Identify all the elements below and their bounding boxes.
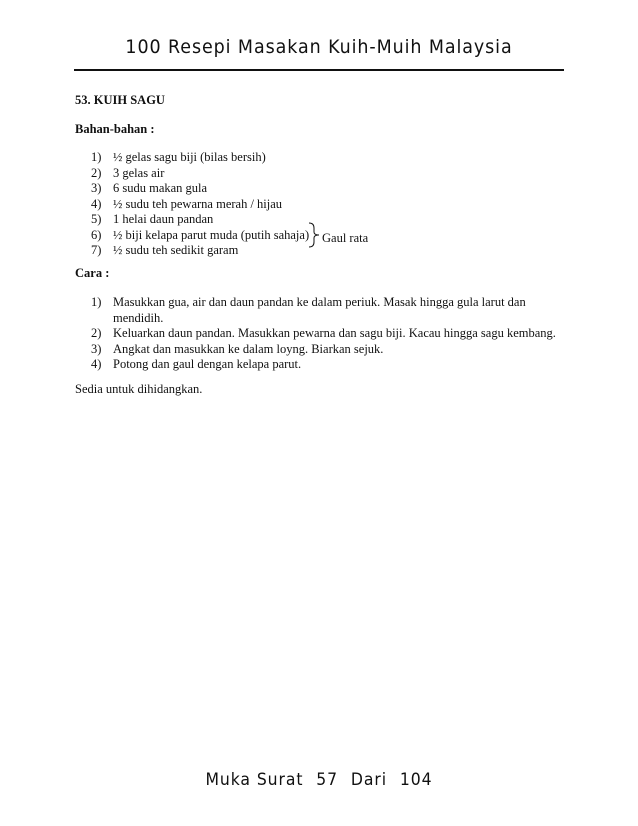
item-number: 6): [91, 227, 102, 242]
footer-label: Muka Surat: [205, 770, 304, 790]
brace-note: Gaul rata: [322, 231, 369, 245]
list-item: [75, 212, 309, 228]
item-text: ½ biji kelapa parut muda (putih sahaja): [113, 227, 310, 242]
step-text: Angkat dan masukkan ke dalam loyng. Biarkan sejuk.: [113, 341, 384, 356]
item-text: 1 helai daun pandan: [113, 212, 214, 226]
list-item: [75, 197, 309, 213]
footer-page-number: 57: [316, 770, 339, 790]
ingredients-heading: Bahan-bahan :: [75, 122, 155, 136]
recipe-title: 53. KUIH SAGU: [75, 93, 165, 107]
list-item: [75, 295, 565, 326]
step-number: 2): [91, 326, 102, 340]
step-text: Keluarkan daun pandan. Masukkan pewarna dan sagu biji. Kacau hingga sagu kembang.: [113, 326, 556, 340]
page-header-title: 100 Resepi Masakan Kuih-Muih Malaysia: [125, 36, 513, 58]
item-text: ½ sudu teh pewarna merah / hijau: [113, 196, 283, 211]
footer-of: Dari: [350, 770, 388, 790]
item-number: 7): [91, 243, 102, 257]
list-item: [75, 166, 309, 182]
list-item: [75, 150, 309, 166]
ingredients-list: [75, 150, 309, 259]
step-text: Potong dan gaul dengan kelapa parut.: [113, 357, 302, 371]
item-text: ½ gelas sagu biji (bilas bersih): [113, 150, 266, 164]
page-footer: [26, 770, 613, 790]
step-number: 1): [91, 295, 102, 309]
list-item: [75, 357, 565, 373]
list-item: [75, 326, 565, 342]
item-number: 5): [91, 212, 102, 226]
list-item: [75, 228, 309, 244]
method-heading: Cara :: [75, 266, 110, 280]
item-text: 3 gelas air: [113, 165, 165, 180]
list-item: [75, 342, 565, 358]
item-number: 1): [91, 150, 102, 164]
item-number: 4): [91, 196, 102, 211]
footer-total-pages: 104: [399, 770, 433, 790]
list-item: [75, 181, 309, 197]
step-number: 3): [91, 341, 102, 356]
curly-brace-icon: [307, 222, 321, 248]
list-item: [75, 243, 309, 259]
item-text: 6 sudu makan gula: [113, 181, 208, 195]
step-number: 4): [91, 357, 102, 371]
closing-note: Sedia untuk dihidangkan.: [75, 382, 203, 396]
method-steps-list: [75, 295, 565, 373]
item-text: ½ sudu teh sedikit garam: [113, 243, 239, 257]
item-number: 2): [91, 165, 102, 180]
step-text: Masukkan gua, air dan daun pandan ke dalam periuk. Masak hingga gula larut dan mendidih.: [113, 295, 526, 325]
header-divider: [74, 69, 564, 71]
item-number: 3): [91, 181, 102, 195]
